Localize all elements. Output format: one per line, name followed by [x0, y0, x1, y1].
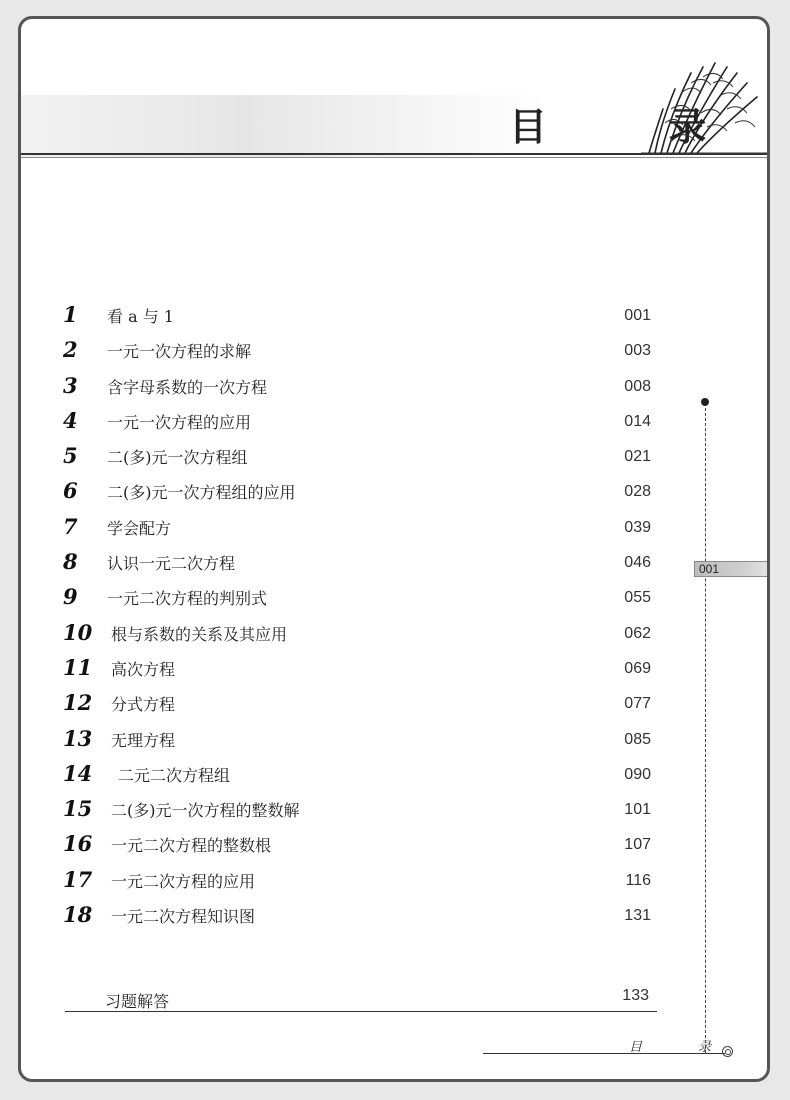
answers-label: 习题解答 [105, 992, 170, 1011]
toc-row[interactable] [63, 300, 663, 335]
chapter-title: 一元二次方程的整数根 [111, 836, 272, 856]
table-of-contents [63, 300, 663, 935]
chapter-number: 17 [63, 866, 93, 892]
toc-row[interactable] [63, 724, 663, 759]
chapter-number: 15 [63, 796, 93, 822]
chapter-page: 001 [624, 307, 651, 324]
reeds-illustration [641, 53, 769, 157]
chapter-number: 11 [63, 654, 93, 680]
chapter-title: 分式方程 [111, 695, 176, 715]
header-rule-thin [21, 157, 770, 158]
chapter-page: 062 [624, 624, 651, 642]
chapter-number: 18 [63, 902, 93, 928]
chapter-page: 039 [624, 518, 651, 536]
chapter-page: 003 [624, 342, 651, 360]
chapter-page: 008 [624, 377, 651, 395]
toc-row[interactable] [63, 794, 663, 829]
chapter-number: 8 [63, 549, 78, 575]
chapter-number: 4 [63, 407, 78, 433]
toc-row[interactable] [63, 688, 663, 723]
chapter-page: 085 [624, 730, 651, 748]
chapter-number: 2 [63, 337, 78, 363]
toc-row[interactable] [63, 618, 663, 653]
chapter-page: 116 [625, 871, 651, 889]
toc-row[interactable] [63, 653, 663, 688]
chapter-number: 9 [63, 584, 78, 610]
chapter-number: 6 [63, 478, 78, 504]
toc-row[interactable] [63, 371, 663, 406]
chapter-number: 7 [63, 513, 78, 539]
chapter-title: 看 a 与 1 [107, 307, 174, 326]
page-number: 001 [699, 562, 720, 576]
page-number-tab [694, 561, 770, 577]
chapter-page: 069 [624, 659, 651, 677]
chapter-page: 046 [624, 554, 651, 572]
chapter-number: 3 [63, 372, 78, 398]
chapter-title: 学会配方 [107, 518, 172, 538]
toc-row[interactable] [63, 406, 663, 441]
chapter-number: 1 [63, 302, 78, 327]
side-dashed-line [705, 403, 706, 1053]
book-page [18, 16, 770, 1082]
chapter-number: 5 [63, 443, 78, 469]
chapter-title: 高次方程 [111, 659, 176, 679]
chapter-title: 一元一次方程的求解 [107, 342, 252, 362]
footer-ornament-icon [722, 1046, 733, 1057]
toc-row[interactable] [63, 512, 663, 547]
chapter-title: 认识一元二次方程 [107, 554, 236, 574]
answers-page: 133 [622, 987, 649, 1004]
chapter-page: 021 [624, 448, 651, 466]
side-dot [701, 398, 709, 406]
chapter-title: 一元二次方程的判别式 [107, 589, 268, 609]
chapter-title: 二(多)元一次方程的整数解 [111, 801, 300, 821]
answers-entry[interactable] [65, 987, 657, 1012]
toc-row[interactable] [63, 335, 663, 370]
chapter-number: 16 [63, 831, 93, 857]
toc-row[interactable] [63, 441, 663, 476]
chapter-number: 10 [63, 619, 93, 645]
chapter-number: 13 [63, 725, 93, 751]
chapter-title: 根与系数的关系及其应用 [111, 624, 288, 644]
toc-row[interactable] [63, 582, 663, 617]
chapter-title: 二(多)元一次方程组的应用 [107, 483, 296, 503]
chapter-title: 一元二次方程知识图 [111, 907, 256, 927]
chapter-page: 014 [624, 412, 651, 430]
chapter-page: 131 [624, 907, 651, 925]
chapter-number: 12 [63, 690, 93, 716]
chapter-page: 107 [624, 836, 651, 854]
footer-label: 目 录 [629, 1040, 738, 1055]
chapter-page: 090 [624, 765, 651, 783]
chapter-page: 077 [624, 695, 651, 713]
toc-row[interactable] [63, 900, 663, 935]
chapter-title: 一元一次方程的应用 [107, 412, 252, 432]
chapter-title: 含字母系数的一次方程 [107, 377, 268, 397]
chapter-number: 14 [63, 760, 93, 786]
toc-row[interactable] [63, 829, 663, 864]
chapter-page: 028 [624, 483, 651, 501]
chapter-title: 二(多)元一次方程组 [107, 448, 248, 468]
chapter-page: 101 [624, 801, 651, 819]
toc-row[interactable] [63, 865, 663, 900]
toc-row[interactable] [63, 476, 663, 511]
chapter-title: 无理方程 [111, 730, 176, 750]
chapter-title: 二元二次方程组 [118, 765, 231, 785]
chapter-title: 一元二次方程的应用 [111, 871, 256, 891]
toc-row[interactable] [63, 547, 663, 582]
page-title: 目 录 [509, 105, 761, 149]
chapter-page: 055 [624, 589, 651, 607]
toc-row[interactable] [63, 759, 663, 794]
